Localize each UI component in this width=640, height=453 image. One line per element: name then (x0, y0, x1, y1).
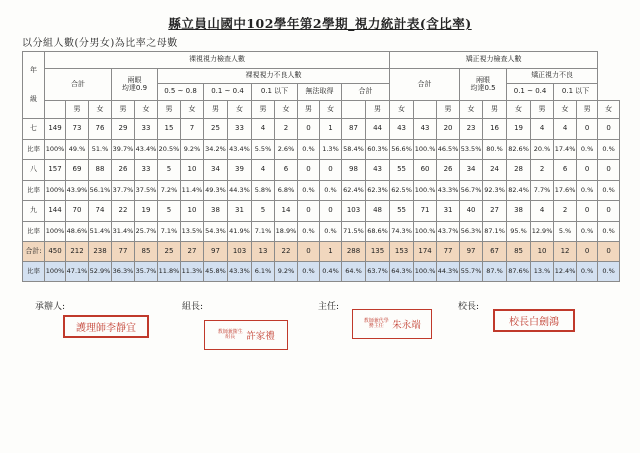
table-cell: 288 (342, 242, 366, 262)
table-cell: 97 (204, 242, 228, 262)
table-cell: 4 (252, 160, 275, 181)
table-cell: 34.2% (204, 139, 228, 160)
table-cell: 2 (531, 160, 554, 181)
corrected-01-04-header: 0.1 ~ 0.4 (507, 84, 554, 101)
table-cell: 100.% (414, 180, 437, 201)
table-cell: 49.% (66, 139, 89, 160)
row-label: 九 (23, 201, 45, 222)
section-chief-stamp-name: 許家禮 (246, 331, 275, 342)
table-cell: 37.7% (112, 180, 135, 201)
table-cell: 68.6% (366, 221, 390, 242)
sub-header-male: 男 (204, 101, 228, 119)
table-cell: 20 (437, 119, 460, 140)
table-cell: 95.% (507, 221, 531, 242)
table-cell: 0.% (298, 262, 320, 282)
section-chief-stamp-title: 教師兼衛生組長 (217, 328, 243, 340)
table-cell: 1 (320, 119, 342, 140)
table-cell: 67 (483, 242, 507, 262)
table-cell: 47.1% (66, 262, 89, 282)
table-cell: 38 (507, 201, 531, 222)
table-cell: 14 (275, 201, 298, 222)
table-cell: 88 (89, 160, 112, 181)
table-cell: 38 (204, 201, 228, 222)
table-cell: 0.% (598, 262, 620, 282)
table-cell: 85 (507, 242, 531, 262)
table-cell: 4 (531, 119, 554, 140)
corrected-group-header: 矯正視力檢查人數 (390, 52, 598, 69)
handler-stamp: 護理師李靜宜 (63, 315, 149, 338)
sub-header-male: 男 (531, 101, 554, 119)
sub-header-male: 男 (483, 101, 507, 119)
table-cell: 0.% (577, 180, 598, 201)
sub-header-female: 女 (554, 101, 577, 119)
table-cell: 0 (598, 160, 620, 181)
range-01-04-header: 0.1 ~ 0.4 (204, 84, 252, 101)
table-cell: 28 (507, 160, 531, 181)
table-cell: 17.4% (554, 139, 577, 160)
range-05-08-header: 0.5 ~ 0.8 (158, 84, 204, 101)
table-cell: 43.4% (135, 139, 158, 160)
sub-header-female: 女 (275, 101, 298, 119)
table-cell: 6 (275, 160, 298, 181)
corrected-poor-header: 矯正視力不良 (507, 69, 598, 84)
table-cell: 20.% (531, 139, 554, 160)
grade-header-top: 年 (30, 65, 37, 74)
table-cell: 100% (45, 180, 66, 201)
page-title: 縣立員山國中102學年第2學期_視力統計表(含比率) (168, 16, 472, 31)
table-cell: 212 (66, 242, 89, 262)
table-cell: 100.% (414, 262, 437, 282)
naked-poor-header: 裸視視力不良人數 (158, 69, 390, 84)
table-cell: 11.8% (158, 262, 181, 282)
table-cell: 1.3% (320, 139, 342, 160)
director-stamp-name: 朱永端 (392, 320, 421, 331)
table-cell: 450 (45, 242, 66, 262)
table-cell: 85 (135, 242, 158, 262)
table-cell: 69 (66, 160, 89, 181)
table-cell: 51.% (89, 139, 112, 160)
table-cell: 0.4% (320, 262, 342, 282)
table-cell: 92.3% (483, 180, 507, 201)
table-cell: 56.7% (460, 180, 483, 201)
table-row (23, 201, 620, 222)
table-cell: 74 (89, 201, 112, 222)
sub-header-female: 女 (390, 101, 414, 119)
blank-cell (342, 101, 366, 119)
table-cell: 0.% (298, 139, 320, 160)
range-below-01-header: 0.1 以下 (252, 84, 298, 101)
handler-label: 承辦人: (35, 302, 66, 312)
table-cell: 34 (460, 160, 483, 181)
unmeasurable-header: 無法取得 (298, 84, 342, 101)
table-cell: 10 (531, 242, 554, 262)
row-label: 合計: (23, 242, 45, 262)
table-cell: 12 (554, 242, 577, 262)
table-cell: 0 (577, 242, 598, 262)
sub-header-female: 女 (320, 101, 342, 119)
table-cell: 43.4% (228, 139, 252, 160)
sub-header-male: 男 (437, 101, 460, 119)
row-label: 比率 (23, 262, 45, 282)
table-cell: 98 (342, 160, 366, 181)
blank-cell (45, 101, 66, 119)
table-cell: 80.% (483, 139, 507, 160)
table-cell: 77 (437, 242, 460, 262)
table-cell: 62.5% (390, 180, 414, 201)
table-cell: 25.7% (135, 221, 158, 242)
table-cell: 71 (414, 201, 437, 222)
table-cell: 53.5% (460, 139, 483, 160)
sub-header-male: 男 (252, 101, 275, 119)
table-cell: 5.% (554, 221, 577, 242)
table-cell: 0.% (577, 262, 598, 282)
table-cell: 0 (577, 201, 598, 222)
table-cell: 18.9% (275, 221, 298, 242)
table-cell: 36.3% (112, 262, 135, 282)
sub-header-male: 男 (66, 101, 89, 119)
table-cell: 55 (390, 160, 414, 181)
table-cell: 25 (158, 242, 181, 262)
table-cell: 87.1% (483, 221, 507, 242)
table-cell: 55.7% (460, 262, 483, 282)
table-cell: 62.4% (342, 180, 366, 201)
table-cell: 27 (483, 201, 507, 222)
sub-header-female: 女 (181, 101, 204, 119)
table-cell: 7.1% (158, 221, 181, 242)
table-cell: 10 (181, 201, 204, 222)
table-cell: 0 (298, 160, 320, 181)
table-cell: 25 (204, 119, 228, 140)
table-cell: 0 (298, 242, 320, 262)
table-cell: 44.3% (228, 180, 252, 201)
table-cell: 2 (275, 119, 298, 140)
table-cell: 43 (366, 160, 390, 181)
both-eyes-09-header: 兩眼 均達0.9 (112, 69, 158, 101)
table-cell: 17.6% (554, 180, 577, 201)
table-cell: 87 (342, 119, 366, 140)
table-cell: 0 (298, 119, 320, 140)
table-cell: 0.% (320, 180, 342, 201)
table-cell: 0 (298, 201, 320, 222)
sub-header-male: 男 (112, 101, 135, 119)
table-cell: 43.3% (228, 262, 252, 282)
table-cell: 7.7% (531, 180, 554, 201)
director-stamp (352, 309, 432, 339)
table-cell: 0.% (298, 221, 320, 242)
table-cell: 144 (45, 201, 66, 222)
table-row (23, 139, 620, 160)
table-cell: 97 (460, 242, 483, 262)
section-chief-label: 組長: (182, 302, 204, 312)
table-cell: 87.% (483, 262, 507, 282)
table-body (23, 119, 620, 282)
director-stamp-title: 教師兼代學務主任 (363, 317, 389, 329)
table-cell: 31 (437, 201, 460, 222)
table-cell: 0 (320, 160, 342, 181)
table-cell: 20.5% (158, 139, 181, 160)
table-cell: 5.8% (252, 180, 275, 201)
table-cell: 56.6% (390, 139, 414, 160)
table-cell: 4 (554, 119, 577, 140)
table-cell: 77 (112, 242, 135, 262)
table-row (23, 262, 620, 282)
table-cell: 33 (228, 119, 252, 140)
principal-label: 校長: (458, 302, 480, 312)
table-cell: 26 (437, 160, 460, 181)
table-cell: 22 (275, 242, 298, 262)
table-cell: 174 (414, 242, 437, 262)
sub-header-female: 女 (89, 101, 112, 119)
table-cell: 13.5% (181, 221, 204, 242)
grade-header-bottom: 級 (30, 95, 37, 103)
both-eyes-05-header: 兩眼 均達0.5 (460, 69, 507, 101)
table-cell: 9.2% (275, 262, 298, 282)
table-cell: 56.3% (460, 221, 483, 242)
table-cell: 12.9% (531, 221, 554, 242)
table-cell: 55 (390, 201, 414, 222)
table-cell: 0.% (598, 180, 620, 201)
sub-header-male: 男 (366, 101, 390, 119)
table-cell: 0 (598, 119, 620, 140)
section-chief-stamp (204, 320, 288, 350)
table-cell: 40 (460, 201, 483, 222)
principal-stamp: 校長白劍鴻 (493, 309, 575, 332)
table-cell: 13 (252, 242, 275, 262)
naked-group-header: 裸視視力檢查人數 (45, 52, 390, 69)
table-cell: 76 (89, 119, 112, 140)
table-cell: 5.5% (252, 139, 275, 160)
table-cell: 19 (507, 119, 531, 140)
table-cell: 58.4% (342, 139, 366, 160)
table-cell: 87.6% (507, 262, 531, 282)
table-cell: 73 (66, 119, 89, 140)
table-row (23, 160, 620, 181)
table-cell: 9.2% (181, 139, 204, 160)
table-cell: 2 (554, 201, 577, 222)
table-cell: 100.% (414, 221, 437, 242)
corrected-total-header: 合計 (390, 69, 460, 101)
table-cell: 0.% (598, 221, 620, 242)
sub-header-male: 男 (158, 101, 181, 119)
table-cell: 103 (342, 201, 366, 222)
table-cell: 74.3% (390, 221, 414, 242)
table-cell: 27 (181, 242, 204, 262)
blank-cell (414, 101, 437, 119)
table-cell: 60 (414, 160, 437, 181)
table-cell: 33 (135, 119, 158, 140)
table-cell: 52.9% (89, 262, 112, 282)
table-cell: 23 (460, 119, 483, 140)
table-cell: 26 (112, 160, 135, 181)
table-cell: 5 (158, 160, 181, 181)
table-cell: 46.5% (437, 139, 460, 160)
table-cell: 6.8% (275, 180, 298, 201)
table-cell: 39.7% (112, 139, 135, 160)
sub-header-female: 女 (135, 101, 158, 119)
table-cell: 44.3% (437, 262, 460, 282)
table-cell: 62.3% (366, 180, 390, 201)
table-cell: 82.6% (507, 139, 531, 160)
table-cell: 149 (45, 119, 66, 140)
table-cell: 153 (390, 242, 414, 262)
table-cell: 29 (112, 119, 135, 140)
table-cell: 0 (577, 160, 598, 181)
table-cell: 10 (181, 160, 204, 181)
table-cell: 34 (204, 160, 228, 181)
sub-header-female: 女 (507, 101, 531, 119)
table-cell: 16 (483, 119, 507, 140)
table-cell: 43 (390, 119, 414, 140)
vision-statistics-table (22, 51, 620, 282)
table-cell: 0 (598, 201, 620, 222)
table-cell: 0.% (577, 139, 598, 160)
table-cell: 22 (112, 201, 135, 222)
table-cell: 82.4% (507, 180, 531, 201)
table-cell: 71.5% (342, 221, 366, 242)
table-cell: 39 (228, 160, 252, 181)
table-cell: 100.% (414, 139, 437, 160)
table-cell: 33 (135, 160, 158, 181)
row-label: 比率 (23, 139, 45, 160)
table-cell: 49.3% (204, 180, 228, 201)
table-cell: 70 (66, 201, 89, 222)
page-subtitle: 以分組人數(分男女)為比率之母數 (22, 38, 178, 49)
table-cell: 11.4% (181, 180, 204, 201)
table-cell: 64.% (342, 262, 366, 282)
table-cell: 103 (228, 242, 252, 262)
sub-header-female: 女 (460, 101, 483, 119)
table-row (23, 221, 620, 242)
table-cell: 48.6% (66, 221, 89, 242)
corrected-below-01-header: 0.1 以下 (554, 84, 598, 101)
table-cell: 7 (181, 119, 204, 140)
table-cell: 0.% (598, 139, 620, 160)
table-cell: 43.3% (437, 180, 460, 201)
table-cell: 0.% (320, 221, 342, 242)
row-label: 七 (23, 119, 45, 140)
table-cell: 44 (366, 119, 390, 140)
table-cell: 2.6% (275, 139, 298, 160)
grade-header (23, 52, 45, 119)
table-cell: 41.9% (228, 221, 252, 242)
row-label: 比率 (23, 221, 45, 242)
table-row (23, 242, 620, 262)
table-cell: 0 (577, 119, 598, 140)
table-cell: 157 (45, 160, 66, 181)
poor-total-header: 合計 (342, 84, 390, 101)
table-cell: 19 (135, 201, 158, 222)
table-cell: 48 (366, 201, 390, 222)
table-cell: 37.5% (135, 180, 158, 201)
table-cell: 238 (89, 242, 112, 262)
table-cell: 43.7% (437, 221, 460, 242)
table-cell: 4 (531, 201, 554, 222)
table-row (23, 180, 620, 201)
table-cell: 11.3% (181, 262, 204, 282)
table-cell: 0.% (298, 180, 320, 201)
table-cell: 100% (45, 139, 66, 160)
table-cell: 35.7% (135, 262, 158, 282)
table-cell: 60.3% (366, 139, 390, 160)
table-cell: 0.% (577, 221, 598, 242)
table-cell: 24 (483, 160, 507, 181)
row-label: 八 (23, 160, 45, 181)
table-cell: 6 (554, 160, 577, 181)
table-cell: 0 (598, 242, 620, 262)
table-cell: 56.1% (89, 180, 112, 201)
table-cell: 31 (228, 201, 252, 222)
table-cell: 7.1% (252, 221, 275, 242)
table-cell: 6.1% (252, 262, 275, 282)
table-cell: 31.4% (112, 221, 135, 242)
table-cell: 12.4% (554, 262, 577, 282)
table-cell: 0 (320, 201, 342, 222)
table-cell: 51.4% (89, 221, 112, 242)
table-cell: 63.7% (366, 262, 390, 282)
table-cell: 7.2% (158, 180, 181, 201)
table-cell: 43.9% (66, 180, 89, 201)
table-cell: 54.3% (204, 221, 228, 242)
table-cell: 100% (45, 262, 66, 282)
table-cell: 13.% (531, 262, 554, 282)
table-cell: 15 (158, 119, 181, 140)
sub-header-male: 男 (577, 101, 598, 119)
table-cell: 43 (414, 119, 437, 140)
table-cell: 135 (366, 242, 390, 262)
table-cell: 1 (320, 242, 342, 262)
row-label: 比率 (23, 180, 45, 201)
sub-header-female: 女 (228, 101, 252, 119)
table-cell: 5 (252, 201, 275, 222)
naked-total-header: 合計 (45, 69, 112, 101)
sub-header-male: 男 (298, 101, 320, 119)
director-label: 主任: (318, 302, 340, 312)
table-row (23, 119, 620, 140)
table-cell: 100% (45, 221, 66, 242)
table-cell: 5 (158, 201, 181, 222)
table-cell: 64.3% (390, 262, 414, 282)
table-cell: 4 (252, 119, 275, 140)
table-cell: 45.8% (204, 262, 228, 282)
sub-header-female: 女 (598, 101, 620, 119)
